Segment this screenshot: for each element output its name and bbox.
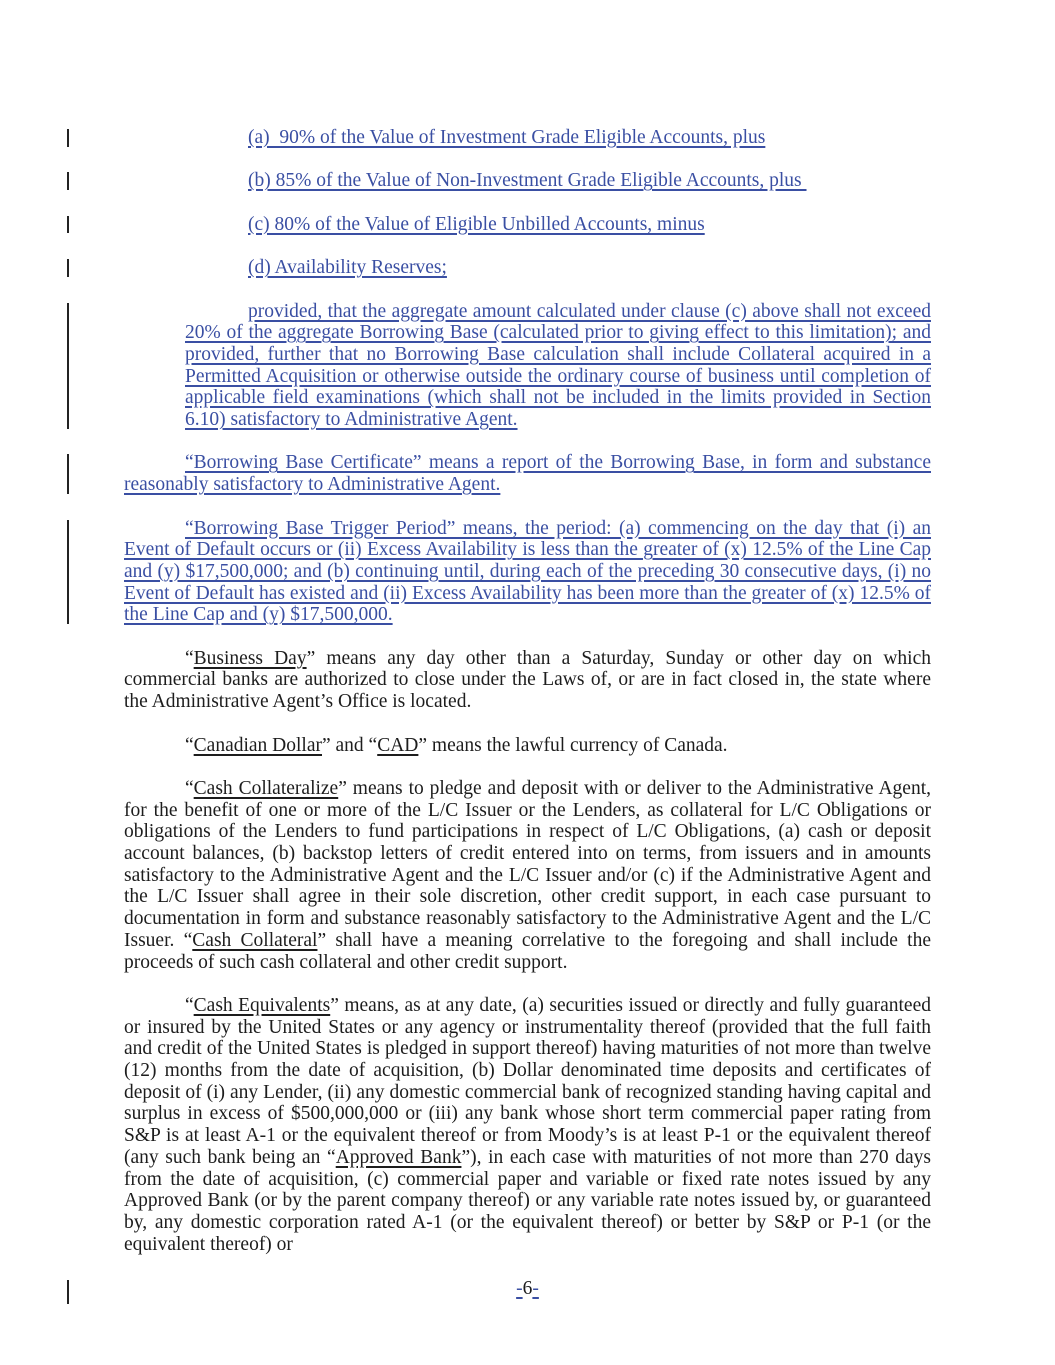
clause-b-run-0: (b) 85% of the Value of Non-Investment Grade Eligible Accounts, plus	[248, 170, 807, 192]
clause-d	[248, 257, 931, 279]
business-day-run-2: ” means any day other than a Saturday, Sunday or other day on which commercial banks are authorized to close under the Laws of, or are in fact closed in, the state where the Administrative Agent’s Office is located.	[124, 647, 931, 713]
cash-collateralize	[124, 778, 931, 973]
borrowing-base-trigger-period-run-0: “Borrowing Base Trigger Period” means, the period: (a) commencing on the day that (i) an Event of Default occurs or (ii) Excess Availability is less than the greater of (x) 12.5% of the Line Cap and (y) $17,500,000; and (b) continuing until, during each of the preceding 30 consecutive days, (i) no Event of Default has existed and (ii) Excess Availability has been more than the greater of (x) 12.5% of the Line Cap and (y) $17,500,000.	[124, 517, 931, 626]
cash-collateralize-run-3: Cash Collateral	[192, 929, 318, 951]
canadian-dollar-run-2: ” and “	[322, 734, 378, 756]
cash-equivalents-run-3: Approved Bank	[335, 1146, 462, 1168]
cash-collateralize-run-1: Cash Collateralize	[193, 777, 339, 799]
proviso	[185, 301, 931, 431]
page-footer	[0, 1278, 1055, 1300]
footer-dash-left: -	[516, 1278, 523, 1299]
cash-collateralize-run-4: ” shall have a meaning correlative to the foregoing and shall include the proceeds of such cash collateral and other credit support.	[124, 929, 932, 973]
cash-collateralize-run-2: ” means to pledge and deposit with or deliver to the Administrative Agent, for the benefit of one or more of the L/C Issuer or the Lenders, as collateral for L/C Obligations or obligations of the Lenders to fund participations in respect of L/C Obligations, (a) cash or deposit account balances, (b) backstop letters of credit entered into on terms, from issuers and in amounts satisfactory to the Administrative Agent and the L/C Issuer and/or (c) if the Administrative Agent and the L/C Issuer shall agree in their sole discretion, other credit support, in each case pursuant to documentation in form and substance reasonably satisfactory to the Administrative Agent and the L/C Issuer. “	[124, 777, 931, 951]
cash-equivalents-run-0: “	[185, 994, 194, 1016]
canadian-dollar-run-1: Canadian Dollar	[193, 734, 322, 756]
canadian-dollar-run-3: CAD	[377, 734, 419, 756]
footer-change-bar	[67, 1280, 69, 1304]
clause-b	[248, 170, 931, 192]
cash-equivalents-run-4: ”), in each case with maturities of not more than 270 days from the date of acquisition, (c) commercial paper and variable or fixed rate notes issued by any Approved Bank (or by the parent company thereof) or any variable rate notes issued by, or guaranteed by, any domestic corporation rated A-1 (or the equivalent thereof) or better by S&P or P-1 (or the equivalent thereof) or	[124, 1146, 931, 1255]
cash-equivalents-run-1: Cash Equivalents	[193, 994, 331, 1016]
proviso-run-0: provided, that the aggregate amount calculated under clause (c) above shall not exceed 20% of the aggregate Borrowing Base (calculated prior to giving effect to this limitation); and provided, further that no Borrowing Base calculation shall include Collateral acquired in a Permitted Acquisition or otherwise outside the ordinary course of business until completion of applicable field examinations (which shall not be included in the limits provided in Section 6.10) satisfactory to Administrative Agent.	[185, 300, 931, 431]
canadian-dollar-run-4: ” means the lawful currency of Canada.	[418, 734, 728, 756]
clause-d-run-0: (d) Availability Reserves;	[248, 257, 447, 279]
clause-c-run-0: (c) 80% of the Value of Eligible Unbilled Accounts, minus	[248, 213, 705, 235]
borrowing-base-certificate-run-0: “Borrowing Base Certificate” means a report of the Borrowing Base, in form and substance reasonably satisfactory to Administrative Agent.	[124, 452, 931, 496]
canadian-dollar-run-0: “	[185, 734, 194, 756]
business-day-run-1: Business Day	[193, 647, 307, 669]
cash-equivalents	[124, 995, 931, 1255]
document-body	[124, 127, 931, 1255]
business-day-run-0: “	[185, 647, 194, 669]
clause-c	[248, 214, 931, 236]
clause-a-run-0: (a) 90% of the Value of Investment Grade Eligible Accounts, plus	[248, 127, 766, 148]
business-day	[124, 648, 931, 713]
cash-equivalents-run-2: ” means, as at any date, (a) securities issued or directly and fully guaranteed or insured by the United States or any agency or instrumentality thereof (provided that the full faith and credit of the United States is pledged in support thereof) having maturities of not more than twelve (12) months from the date of acquisition, (b) Dollar denominated time deposits and certificates of deposit of (i) any Lender, (ii) any domestic commercial bank of recognized standing having capital and surplus in excess of $500,000,000 or (iii) any bank whose short term commercial paper rating from S&P is at least A-1 or the equivalent thereof or from Moody’s is at least P-1 or the equivalent thereof (any such bank being an “	[124, 994, 931, 1168]
footer-dash-right: -	[532, 1278, 539, 1299]
borrowing-base-certificate	[124, 452, 931, 495]
page-number: 6	[522, 1278, 533, 1299]
cash-collateralize-run-0: “	[185, 777, 194, 799]
clause-a	[248, 127, 931, 149]
canadian-dollar	[124, 735, 931, 757]
borrowing-base-trigger-period	[124, 518, 931, 627]
